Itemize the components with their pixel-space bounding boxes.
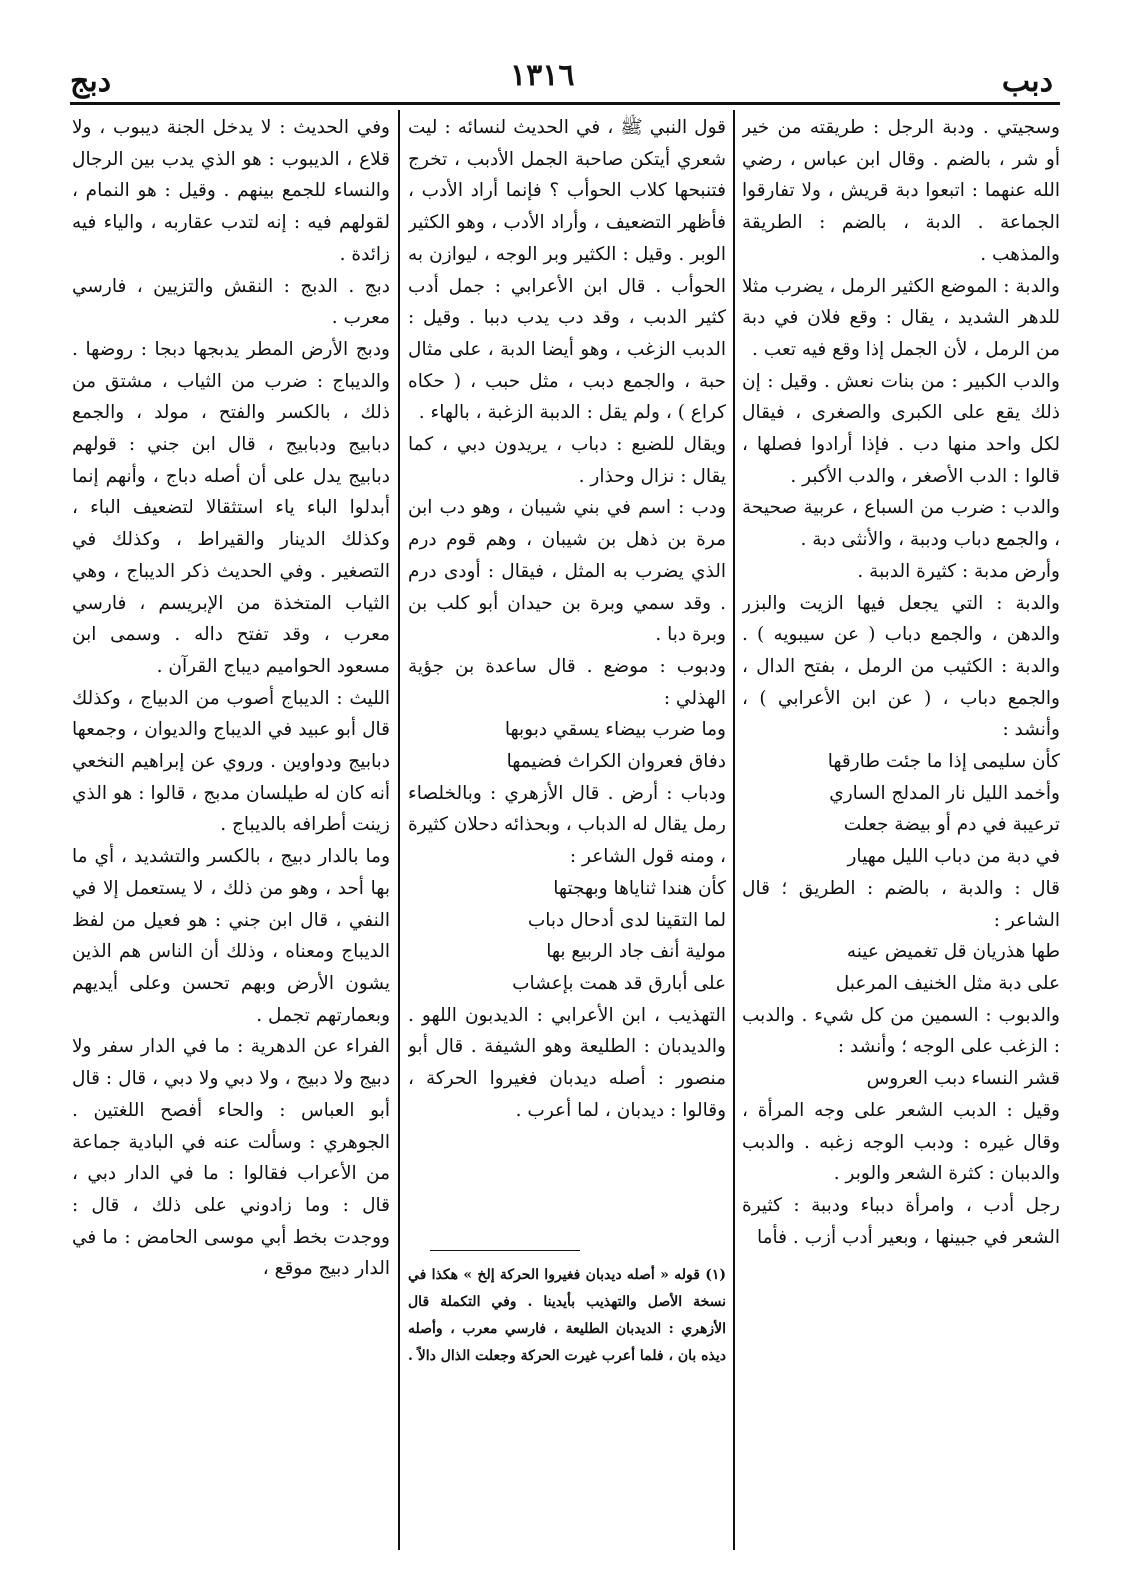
paragraph: ودب : اسم في بني شيبان ، وهو دب ابن مرة بن ذهل بن شيبان ، وهم قوم درم الذي يضرب به المثل ، فيقال : أودى درم . وقد سمي وبرة بن حيدان أبو كلب بن وبرة دبا . — [408, 497, 726, 646]
paragraph: والدب : ضرب من السباع ، عربية صحيحة ، والجمع دباب ودببة ، والأنثى دبة . — [742, 497, 1060, 551]
header-right-word: دبب — [1001, 64, 1053, 99]
paragraph: وقيل : الدبب الشعر على وجه المرأة ، وقال غيره : ودبب الوجه زغبه . والدبب والدببان : كثرة الشعر والوبر . — [742, 1099, 1060, 1185]
middle-column — [408, 112, 726, 1242]
left-column — [72, 112, 390, 1542]
header-rule — [70, 102, 1060, 105]
paragraph: وفي الحديث : لا يدخل الجنة ديبوب ، ولا قلاع ، الديبوب : هو الذي يدب بين الرجال والنساء للجمع بينهم . وقيل : هو النمام ، لقولهم فيه : إنه لتدب عقاربه ، والياء فيه زائدة . — [72, 117, 390, 265]
paragraph: ودبج الأرض المطر يدبجها دبجا : روضها . والديباج : ضرب من الثياب ، مشتق من ذلك ، بالكسر والفتح ، مولد ، والجمع دبابيج ودبابيج ، قال ابن جني : قولهم دبابيج يدل على أن أصله دباج ، وأنهم إنما أبدلوا الباء ياء استثقالا لتضعيف الباء ، وكذلك الدينار والقيراط ، وكذلك في التصغير . وفي الحديث ذكر الديباج ، وهي الثياب المتخذة من الإبريسم ، فارسي معرب ، وقد تفتح داله . وسمى ابن مسعود الحواميم ديباج القرآن . — [72, 338, 390, 677]
column-divider — [733, 110, 735, 1550]
footnote-rule — [430, 1250, 580, 1251]
paragraph: مولية أنف جاد الربيع بها — [546, 941, 726, 963]
paragraph: وأرض مدبة : كثيرة الدببة . — [857, 560, 1060, 582]
paragraph: كأن سليمى إذا ما جئت طارقها — [827, 751, 1060, 773]
paragraph: الفراء عن الدهرية : ما في الدار سفر ولا دبيج ولا دبيج ، ولا دبي ولا دبي ، قال : قال أبو العباس : والحاء أفصح اللغتين . الجوهري : وسألت عنه في البادية جماعة من الأعراب فقالوا : ما في الدار دبي ، قال : وما زادوني على ذلك ، قال : ووجدت بخط أبي موسى الحامض : ما في الدار دبيج موقع ، — [72, 1036, 390, 1280]
paragraph: وأخمد الليل نار المدلج الساري — [829, 782, 1060, 804]
paragraph: في دبة من دباب الليل مهيار — [847, 846, 1060, 868]
footnote: (١) قوله « أصله ديدبان فغيروا الحركة إلخ » هكذا في نسخة الأصل والتهذيب بأيدينا . وفي التكملة قال الأزهري : الديدبان الطليعة ، فارسي معرب ، وأصله ديذه بان ، فلما أعرب غيرت الحركة وجعلت الذال دالاً . — [408, 1267, 726, 1364]
paragraph: ودباب : أرض . قال الأزهري : وبالخلصاء رمل يقال له الدباب ، وبحذائه دحلان كثيرة ، ومنه قول الشاعر : — [408, 782, 726, 868]
paragraph: والدبوب : السمين من كل شيء . والدبب : الزغب على الوجه ؛ وأنشد : — [742, 1004, 1060, 1058]
paragraph: دبج . الدبج : النقش والتزيين ، فارسي معرب . — [72, 275, 390, 329]
page-header — [0, 58, 1123, 104]
column-divider — [398, 110, 400, 1550]
paragraph: قشر النساء دبب العروس — [866, 1068, 1060, 1090]
paragraph: التهذيب ، ابن الأعرابي : الديدبون اللهو . والديدبان : الطليعة وهو الشيفة . قال أبو منصور : أصله ديدبان فغيروا الحركة ، وقالوا : ديدبان ، لما أعرب . — [408, 1004, 726, 1121]
paragraph: كأن هندا ثناياها وبهجتها — [553, 877, 726, 899]
header-left-word: دبج — [70, 64, 112, 99]
paragraph: والدب الكبير : من بنات نعش . وقيل : إن ذلك يقع على الكبرى والصغرى ، فيقال لكل واحد منها دب . فإذا أرادوا فصلها ، قالوا : الدب الأصغر ، والدب الأكبر . — [742, 370, 1060, 487]
paragraph: والدبة : التي يجعل فيها الزيت والبزر والدهن ، والجمع دباب ( عن سيبويه ) . والدبة : الكثيب من الرمل ، بفتح الدال ، والجمع دباب ، ( عن ابن الأعرابي ) ، وأنشد : — [742, 592, 1060, 741]
paragraph: وما بالدار دبيج ، بالكسر والتشديد ، أي ما بها أحد ، وهو من ذلك ، لا يستعمل إلا في النفي ، قال ابن جني : هو فعيل من لفظ الديباج ومعناه ، وذلك أن الناس هم الذين يشون الأرض وبهم تحسن وعلى أيديهم وبعمارتهم تجمل . — [72, 846, 390, 1026]
paragraph: ويقال للضبع : دباب ، يريدون دبي ، كما يقال : نزال وحذار . — [408, 434, 726, 487]
paragraph: قول النبي ﷺ ، في الحديث لنسائه : ليت شعري أيتكن صاحبة الجمل الأدبب ، تخرج فتنبحها كلاب الحوأب ؟ فإنما أراد الأدب ، فأظهر التضعيف ، وأراد الأدب ، وهو الكثير الوبر . وقيل : الكثير وبر الوجه ، ليوازن به الحوأب . قال ابن الأعرابي : جمل أدب كثير الدبب ، وقد دب يدب دببا . وقيل : الدبب الزغب ، وهو أيضا الدبة ، على مثال حبة ، والجمع دبب ، مثل حبب ، ( حكاه كراع ) ، ولم يقل : الدببة الزغبة ، بالهاء . — [408, 117, 726, 424]
paragraph: دفاق فعروان الكراث فضيمها — [506, 751, 726, 773]
page-number: ١٣١٦ — [510, 58, 575, 93]
paragraph: طها هذريان قل تغميض عينه — [846, 941, 1060, 963]
right-column — [742, 112, 1060, 1542]
paragraph: لما التقينا لدى أدحال دباب — [527, 909, 726, 931]
paragraph: والدبة : الموضع الكثير الرمل ، يضرب مثلا للدهر الشديد ، يقال : وقع فلان في دبة من الرمل ، لأن الجمل إذا وقع فيه تعب . — [742, 275, 1060, 360]
paragraph: على أبارق قد همت بإعشاب — [512, 972, 726, 994]
paragraph: وما ضرب بيضاء يسقي دبوبها — [504, 719, 726, 741]
paragraph: على دبة مثل الخنيف المرعبل — [835, 972, 1060, 994]
paragraph: الليث : الديباج أصوب من الدبياج ، وكذلك قال أبو عبيد في الديباج والديوان ، وجمعها دبابيج ودواوين . وروي عن إبراهيم النخعي أنه كان له طيلسان مدبج ، قالوا : هو الذي زينت أطرافه بالديباج . — [72, 687, 390, 836]
paragraph: ترعيبة في دم أو بيضة جعلت — [843, 814, 1060, 836]
paragraph: قال : والدبة ، بالضم : الطريق ؛ قال الشاعر : — [742, 877, 1060, 931]
paragraph: وسجيتي . ودبة الرجل : طريقته من خير أو شر ، بالضم . وقال ابن عباس ، رضي الله عنهما : اتبعوا دبة قريش ، ولا تفارقوا الجماعة . الدبة ، بالضم : الطريقة والمذهب . — [742, 117, 1060, 265]
paragraph: ودبوب : موضع . قال ساعدة بن جؤية الهذلي : — [408, 655, 726, 709]
paragraph: رجل أدب ، وامرأة دبباء ودببة : كثيرة الشعر في جبينها ، وبعير أدب أزب . فأما — [742, 1194, 1060, 1248]
